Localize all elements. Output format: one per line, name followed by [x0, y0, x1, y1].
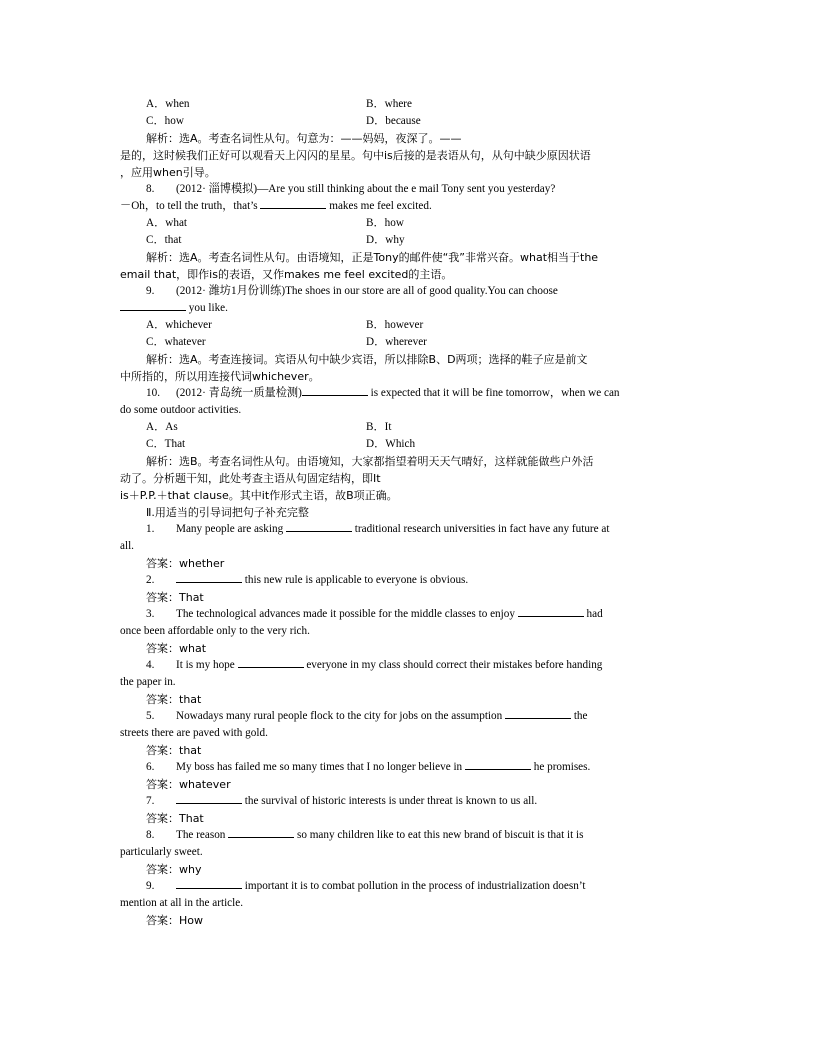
fill-in-list — [120, 521, 700, 929]
q9-options-row2 — [120, 334, 700, 351]
question-number: 5. — [146, 710, 155, 722]
answer-line: 答案：whether — [146, 557, 225, 570]
question-text: everyone in my class should correct their mistakes before handing — [306, 659, 603, 671]
question-number: 8. — [146, 183, 155, 195]
question-number: 6. — [146, 761, 155, 773]
answer-blank — [465, 759, 531, 770]
fill-question — [120, 827, 700, 844]
answer-line: 答案：That — [146, 591, 204, 604]
option-a: A．what — [146, 217, 188, 229]
fill-question-cont: particularly sweet. — [120, 846, 203, 858]
option-b: B．It — [366, 421, 392, 433]
option-c: C．that — [146, 234, 182, 246]
question-number: 1. — [146, 523, 155, 535]
question-text: he promises. — [533, 761, 591, 773]
question-text: had — [586, 608, 603, 620]
answer-line: 答案：How — [146, 914, 203, 927]
question-number: 4. — [146, 659, 155, 671]
answer-blank — [302, 385, 368, 396]
question-9 — [120, 283, 700, 300]
q9-analysis: 解析：选A。考查连接词。宾语从句中缺少宾语，所以排除B、D两项；选择的鞋子应是前文 — [146, 353, 588, 366]
option-d: D．wherever — [366, 336, 427, 348]
question-number: 7. — [146, 795, 155, 807]
option-a: A．whichever — [146, 319, 212, 331]
q8-options-row1 — [120, 215, 700, 232]
q10-analysis-cont: 动了。分析题干知，此处考查主语从句固定结构，即It — [120, 472, 381, 485]
question-number: 2. — [146, 574, 155, 586]
answer-blank — [176, 793, 242, 804]
fill-question — [120, 521, 700, 538]
question-text: Nowadays many rural people flock to the city for jobs on the assumption — [176, 710, 503, 722]
q7-analysis-cont: ，应用when引导。 — [120, 166, 216, 179]
question-text: this new rule is applicable to everyone is obvious. — [244, 574, 469, 586]
fill-question — [120, 606, 700, 623]
q8-analysis: 解析：选A。考查名词性从句。由语境知，正是Tony的邮件使“我”非常兴奋。what相当于the — [146, 251, 599, 264]
option-c: C．That — [146, 438, 186, 450]
option-d: D．because — [366, 115, 421, 127]
fill-question — [120, 572, 700, 589]
question-text: so many children like to eat this new brand of biscuit is that it is — [296, 829, 584, 841]
question-text: The reason — [176, 829, 226, 841]
option-b: B．how — [366, 217, 404, 229]
answer-blank — [518, 606, 584, 617]
answer-blank — [238, 657, 304, 668]
question-9-cont — [120, 300, 700, 317]
answer-blank — [120, 300, 186, 311]
question-text: traditional research universities in fact have any future at — [354, 523, 610, 535]
fill-question-cont: once been affordable only to the very rich. — [120, 625, 310, 637]
question-text: makes me feel excited. — [329, 200, 432, 212]
question-number: 10. — [146, 387, 160, 399]
fill-question — [120, 793, 700, 810]
question-text: (2012· 潍坊1月份训练)The shoes in our store are all of good quality.You can choose — [176, 285, 558, 297]
answer-blank — [176, 878, 242, 889]
question-text: －Oh，to tell the truth，that’s — [120, 200, 258, 212]
question-number: 3. — [146, 608, 155, 620]
question-8-cont — [120, 198, 700, 215]
fill-question-cont: mention at all in the article. — [120, 897, 244, 909]
question-10 — [120, 385, 700, 402]
fill-question — [120, 878, 700, 895]
answer-line: 答案：That — [146, 812, 204, 825]
question-text: the survival of historic interests is under threat is known to us all. — [244, 795, 538, 807]
option-d: D．why — [366, 234, 405, 246]
question-text: It is my hope — [176, 659, 235, 671]
question-8 — [120, 181, 700, 198]
answer-blank — [228, 827, 294, 838]
option-d: D．Which — [366, 438, 416, 450]
question-number: 9. — [146, 880, 155, 892]
question-text: (2012· 淄博模拟)—Are you still thinking about the e mail Tony sent you yesterday? — [176, 183, 556, 195]
question-text: Many people are asking — [176, 523, 284, 535]
q7-options-row1 — [120, 96, 700, 113]
q10-analysis-cont: is＋P.P.＋that clause。其中it作形式主语，故B项正确。 — [120, 489, 398, 502]
question-text: The technological advances made it possible for the middle classes to enjoy — [176, 608, 515, 620]
answer-line: 答案：that — [146, 744, 202, 757]
option-a: A．As — [146, 421, 178, 433]
answer-blank — [286, 521, 352, 532]
option-b: B．where — [366, 98, 412, 110]
q9-analysis-cont: 中所指的，所以用连接代词whichever。 — [120, 370, 320, 383]
answer-line: 答案：what — [146, 642, 207, 655]
q10-analysis: 解析：选B。考查名词性从句。由语境知，大家都指望着明天天气晴好，这样就能做些户外活 — [146, 455, 594, 468]
fill-question-cont: the paper in. — [120, 676, 176, 688]
fill-question — [120, 657, 700, 674]
option-c: C．how — [146, 115, 184, 127]
q7-analysis: 解析：选A。考查名词性从句。句意为：——妈妈，夜深了。—— — [146, 132, 462, 145]
question-text: (2012· 青岛统一质量检测) — [176, 387, 302, 399]
answer-line: 答案：whatever — [146, 778, 231, 791]
fill-question-cont: all. — [120, 540, 134, 552]
answer-line: 答案：why — [146, 863, 202, 876]
question-text: the — [573, 710, 588, 722]
fill-question-cont: streets there are paved with gold. — [120, 727, 268, 739]
question-text: you like. — [188, 302, 228, 314]
answer-blank — [260, 198, 326, 209]
answer-line: 答案：that — [146, 693, 202, 706]
answer-blank — [176, 572, 242, 583]
fill-question — [120, 708, 700, 725]
question-text: important it is to combat pollution in the process of industrialization doesn’t — [244, 880, 586, 892]
option-a: A．when — [146, 98, 190, 110]
q10-options-row1 — [120, 419, 700, 436]
option-c: C．whatever — [146, 336, 206, 348]
fill-question — [120, 759, 700, 776]
question-10-cont: do some outdoor activities. — [120, 404, 242, 416]
q7-analysis-cont: 是的，这时候我们正好可以观看天上闪闪的星星。句中is后接的是表语从句，从句中缺少原因状语 — [120, 149, 591, 162]
question-number: 9. — [146, 285, 155, 297]
q10-options-row2 — [120, 436, 700, 453]
q7-options-row2 — [120, 113, 700, 130]
section-title: Ⅱ.用适当的引导词把句子补充完整 — [146, 506, 309, 519]
answer-blank — [505, 708, 571, 719]
option-b: B．however — [366, 319, 424, 331]
question-text: My boss has failed me so many times that I no longer believe in — [176, 761, 463, 773]
document-page — [120, 96, 700, 929]
q8-options-row2 — [120, 232, 700, 249]
q8-analysis-cont: email that，即作is的表语，又作makes me feel excited的主语。 — [120, 268, 453, 281]
q9-options-row1 — [120, 317, 700, 334]
question-number: 8. — [146, 829, 155, 841]
question-text: is expected that it will be fine tomorrow，when we can — [370, 387, 620, 399]
